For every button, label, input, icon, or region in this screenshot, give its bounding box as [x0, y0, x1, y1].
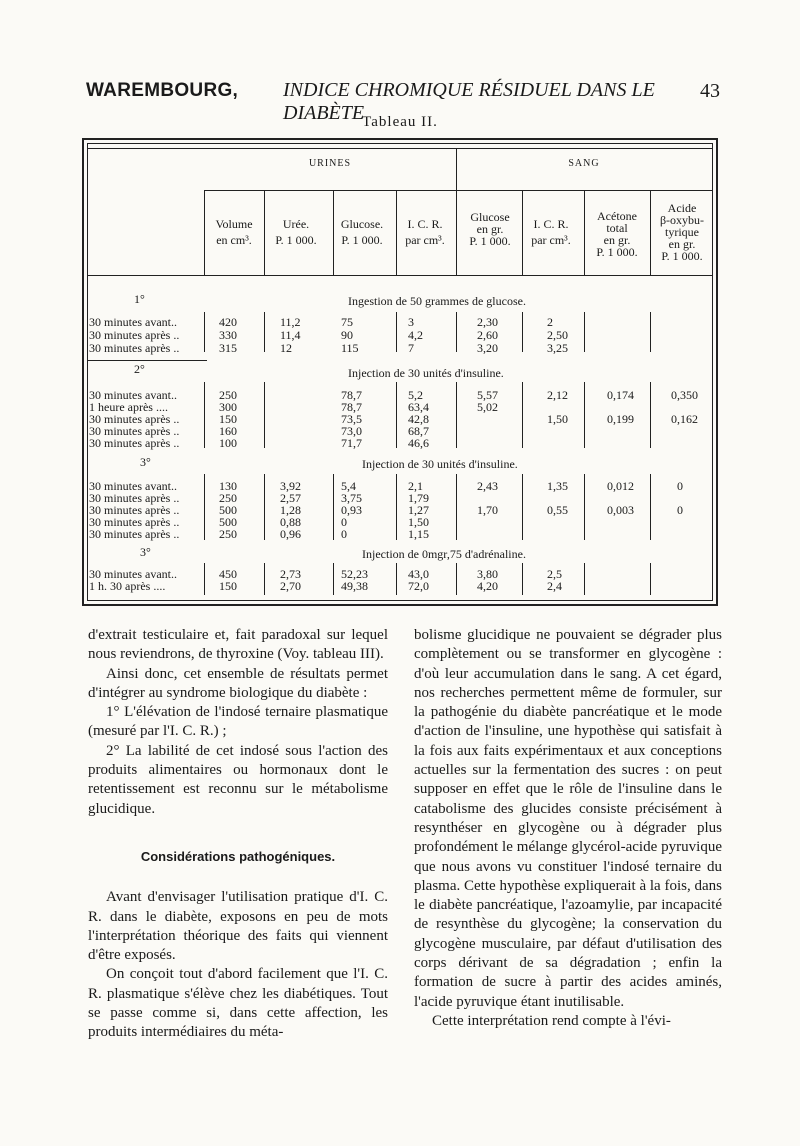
- col-rule: [204, 474, 205, 540]
- section-4-number: 3°: [140, 545, 151, 559]
- header-rule: [87, 148, 713, 149]
- col-rule: [584, 474, 585, 540]
- table-caption: Tableau II.: [362, 114, 438, 130]
- section-heading: Considérations pathogéniques.: [140, 848, 336, 864]
- col-rule: [204, 382, 205, 448]
- col-rule: [396, 312, 397, 352]
- right-column: [414, 626, 722, 1031]
- col-rule: [456, 312, 457, 352]
- col-header-acetone: Acétone total en gr. P. 1 000.: [596, 209, 638, 259]
- col-rule: [650, 312, 651, 352]
- col-header-uree: Urée. P. 1 000.: [275, 217, 317, 247]
- left-column: [88, 626, 388, 1043]
- col-rule: [396, 190, 397, 275]
- col-rule: [522, 312, 523, 352]
- paragraph: 2° La labilité de cet indosé sous l'action des produits alimentaires ou hormonaux dont le retentissement est reconnu sur le métabolisme glucidique.: [88, 742, 388, 817]
- section-3-number: 3°: [140, 455, 151, 469]
- col-rule: [650, 382, 651, 448]
- data-table: URINES SANG Volume en cm³. Urée. P. 1 000. Glucose. P. 1 000. I. C. R. par cm³. Glucose en gr. P. 1 000. I. C. R. par cm³. Acétone total en gr. P. 1 000. Acide β-oxybu- tyrique en gr. P. 1 000. 1° Ingestion de 50 grammes de glucose. 30 minutes avant.. 420 11,2 75 3 2,30 2 30 minutes après .. 330 11,4 90 4,2 2,60 2,50 30 minutes après .. 315 12 115 7 3,20 3,25 2° Injection de 30 unités d'insuline. 30 minutes avant.. 250 78,7 5,2 5,57 2,12 0,174 0,350 1 heure après .... 300 78,7 63,4 5,02 30 minutes après .. 150 73,5 42,8 1,50 0,199 0,162 30 minutes après .. 160 73,0 68,7 30 minutes après .. 100 71,7 46,6 3° Injection de 30 unités d'insuline. 30 minutes avant.. 130 3,92 5,4 2,1 2,43 1,35 0,012 0 30 minutes après .. 250 2,57 3,75 1,79 30 minutes après .. 500 1,28 0,93 1,27 1,70 0,55 0,003 0 30 minutes après .. 500 0,88 0 1,50 30 minutes après .. 250 0,96 0 1,15 3° Injection de 0mgr,75 d'adrénaline. 30 minutes avant.. 450 2,73 52,23 43,0 3,80 2,5 1 h. 30 après .... 150 2,70 49,38 72,0 4,20 2,4: [82, 138, 718, 606]
- paragraph: Cette interprétation rend compte à l'évi-: [432, 1012, 671, 1029]
- col-rule: [204, 312, 205, 352]
- col-rule: [396, 382, 397, 448]
- section-2-number: 2°: [134, 362, 145, 376]
- paragraph: On conçoit tout d'abord facilement que l'I. C. R. plasmatique s'élève chez les diabétiques. Tout se passe comme si, dans cette affection, les produits intermédiaires du méta-: [88, 966, 388, 1041]
- page-number: 43: [700, 80, 720, 102]
- col-rule: [522, 474, 523, 540]
- col-rule: [522, 563, 523, 595]
- paragraph: d'extrait testiculaire et, fait paradoxal sur lequel nous reviendrons, de thyroxine (Voy. tableau III).: [88, 627, 388, 663]
- section-1-number: 1°: [134, 292, 145, 306]
- col-rule: [264, 382, 265, 448]
- col-rule: [650, 563, 651, 595]
- col-rule: [522, 382, 523, 448]
- col-header-glucose-urines: Glucose. P. 1 000.: [340, 217, 384, 247]
- column-header-rule: [87, 275, 713, 276]
- col-header-acide: Acide β-oxybu- tyrique en gr. P. 1 000.: [659, 201, 705, 263]
- article-title: INDICE CHROMIQUE RÉSIDUEL DANS LE DIABÈTE: [283, 79, 655, 124]
- col-rule: [396, 563, 397, 595]
- section-4-title: Injection de 0mgr,75 d'adrénaline.: [362, 547, 526, 561]
- col-rule: [456, 190, 457, 275]
- group-divider: [456, 148, 457, 190]
- col-rule: [456, 474, 457, 540]
- paragraph: 1° L'élévation de l'indosé ternaire plasmatique (mesuré par l'I. C. R.) ;: [88, 704, 388, 740]
- author-name: WAREMBOURG,: [86, 80, 239, 101]
- col-rule: [584, 312, 585, 352]
- col-header-glucose-sang: Glucose en gr. P. 1 000.: [469, 210, 511, 248]
- paragraph: Ainsi donc, cet ensemble de résultats permet d'intégrer au syndrome biologique du diabète :: [88, 665, 388, 701]
- col-rule: [522, 190, 523, 275]
- group-underline: [204, 190, 713, 191]
- section-rule: [87, 360, 207, 361]
- col-rule: [584, 382, 585, 448]
- col-header-icr-sang: I. C. R. par cm³.: [531, 217, 571, 247]
- col-rule: [650, 474, 651, 540]
- col-rule: [456, 563, 457, 595]
- section-2-title: Injection de 30 unités d'insuline.: [348, 366, 504, 380]
- col-rule: [264, 190, 265, 275]
- col-rule: [333, 563, 334, 595]
- paragraph: bolisme glucidique ne pouvaient se dégrader plus complètement ou se transformer en glycogène : d'où leur accumulation dans le sang. A cet égard, nos recherches permettent même de formuler, sur la pathogénie du diabète pancréatique et le mode d'action de l'insuline, une hypothèse qui satisfait à la fois aux faits expérimentaux et aux conceptions actuelles sur la fermentation des sucres : on peut supposer en effet que le rôle de l'insuline dans le catabolisme des glucides consiste précisément à resynthéser en glycogène ou à dégrader plus profondément le mélange glycérol-acide pyruvique que nous avons vu constituer l'indosé ternaire du plasma. Cette hypothèse expliquerait à la fois, dans le diabète pancréatique, l'azoamylie, par incapacité de resynthèse du glycogène; la conservation du glycogène musculaire, par défaut d'utilisation des corps dérivant de sa dégradation ; enfin la formation de sucre à partir des acides aminés, l'acide pyruvique étant inutilisable.: [414, 627, 722, 1010]
- col-rule: [333, 190, 334, 275]
- section-3-title: Injection de 30 unités d'insuline.: [362, 457, 518, 471]
- col-rule: [264, 474, 265, 540]
- col-rule: [584, 190, 585, 275]
- col-rule: [584, 563, 585, 595]
- col-rule: [264, 563, 265, 595]
- group-sang: SANG: [568, 158, 600, 169]
- group-urines: URINES: [308, 158, 352, 169]
- col-rule: [204, 190, 205, 275]
- col-header-volume: Volume en cm³.: [215, 217, 253, 247]
- col-rule: [204, 563, 205, 595]
- paragraph: Avant d'envisager l'utilisation pratique d'I. C. R. dans le diabète, exposons en peu de mots l'interprétation théorique des faits qui viennent d'être exposés.: [88, 889, 388, 964]
- col-rule: [396, 474, 397, 540]
- col-rule: [333, 474, 334, 540]
- col-header-icr-urines: I. C. R. par cm³.: [405, 217, 445, 247]
- col-rule: [650, 190, 651, 275]
- col-rule: [264, 312, 265, 352]
- col-rule: [456, 382, 457, 448]
- section-1-title: Ingestion de 50 grammes de glucose.: [348, 294, 526, 308]
